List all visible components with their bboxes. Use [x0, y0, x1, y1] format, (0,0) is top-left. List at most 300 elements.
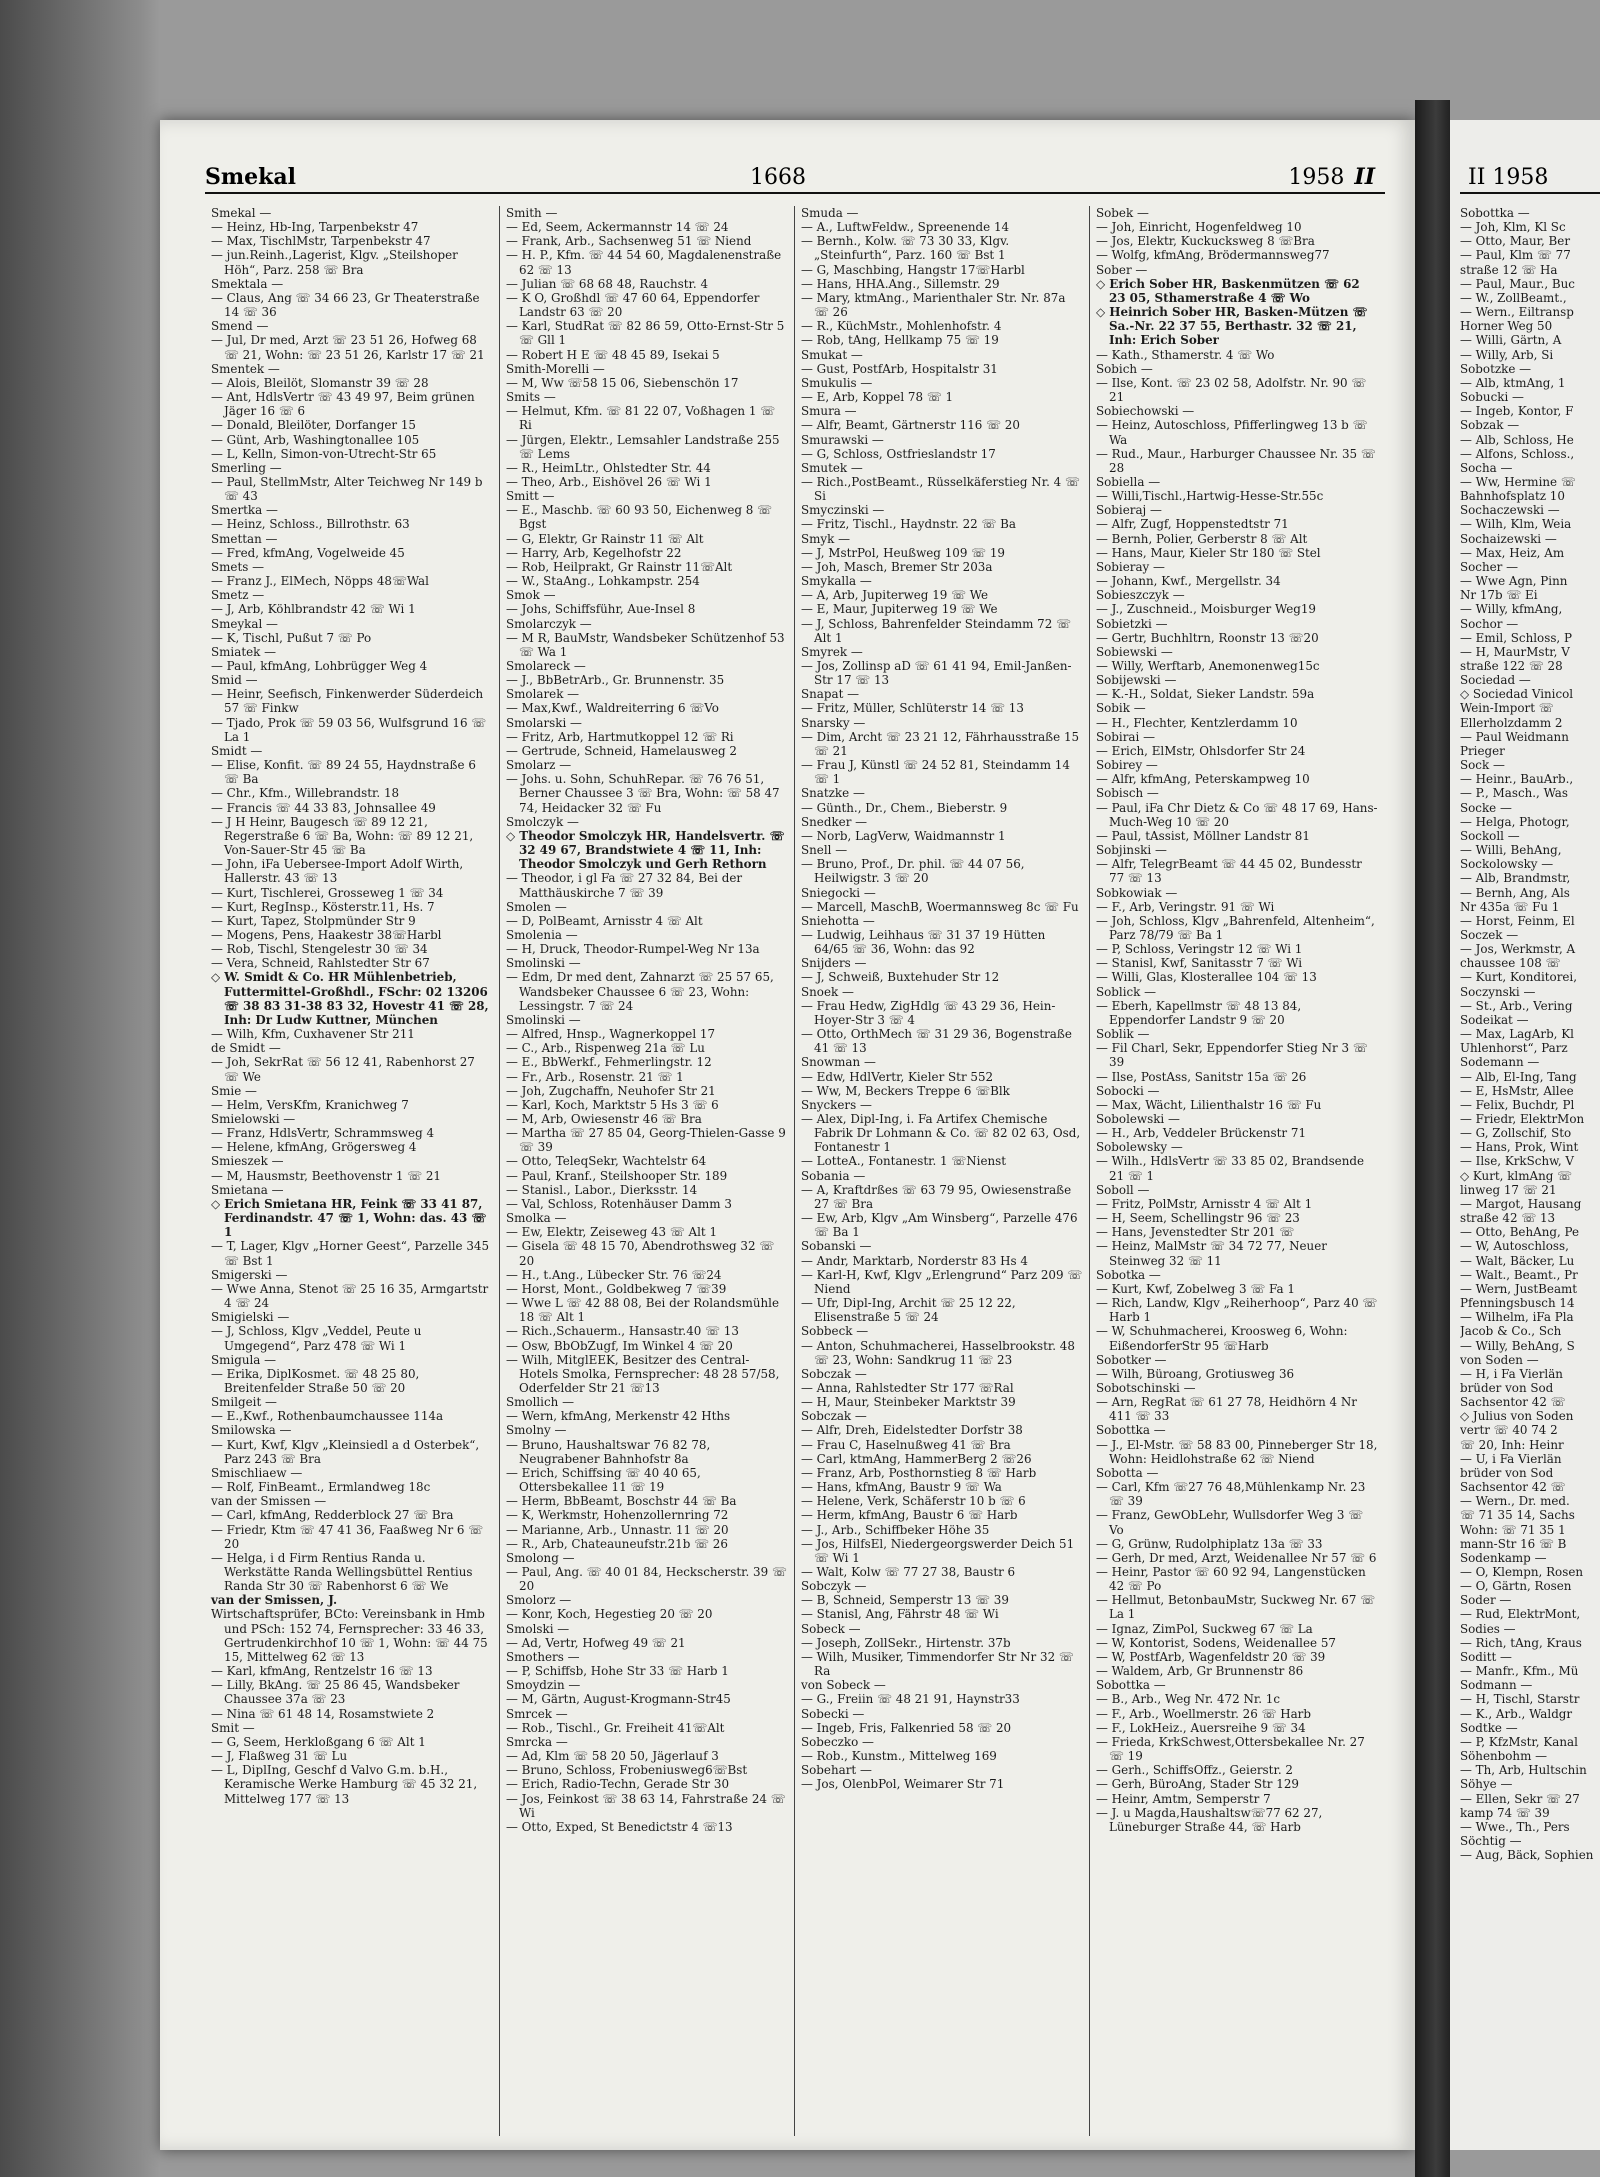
- listing-entry: — G, Elektr, Gr Rainstr 11 ☏ Alt: [506, 531, 704, 546]
- listing-entry: Smyk —: [801, 531, 851, 546]
- facing-listing-entry: — Helga, Photogr,: [1460, 814, 1570, 829]
- listing-entry: — J., Zuschneid., Moisburger Weg19: [1096, 602, 1316, 617]
- listing-entry: Smiatek —: [211, 644, 277, 659]
- listing-entry: — Joseph, ZollSekr., Hirtenstr. 37b: [801, 1635, 1011, 1650]
- listing-entry: — Alfr, TelegrBeamt ☏ 44 45 02, Bundesstr 77 ☏ 13: [1096, 857, 1362, 886]
- listing-entry: Snatzke —: [801, 786, 865, 801]
- listing-entry: — Theodor, i gl Fa ☏ 27 32 84, Bei der Matthäuskirche 7 ☏ 39: [506, 871, 743, 900]
- facing-listing-entry: Sockoll —: [1460, 828, 1520, 843]
- listing-entry: — J., BbBetrArb., Gr. Brunnenstr. 35: [506, 673, 725, 688]
- facing-listing-entry: Jacob & Co., Sch: [1460, 1324, 1562, 1339]
- facing-listing-entry: linweg 17 ☏ 21: [1460, 1182, 1557, 1197]
- listing-entry: — Edw, HdlVertr, Kieler Str 552: [801, 1069, 994, 1084]
- listing-entry: — Heinr, Amtm, Semperstr 7: [1096, 1791, 1271, 1806]
- listing-entry: — Elise, Konfit. ☏ 89 24 55, Haydnstraße 6 ☏ Ba: [211, 758, 476, 787]
- listing-entry: — Paul, StellmMstr, Alter Teichweg Nr 149 b ☏ 43: [211, 474, 483, 504]
- listing-entry: — Hans, Maur, Kieler Str 180 ☏ Stel: [1096, 545, 1321, 560]
- listing-entry: — Ingeb, Fris, Falkenried 58 ☏ 20: [801, 1720, 1012, 1735]
- listing-entry: — Ludwig, Leihhaus ☏ 31 37 19 Hütten 64/65 ☏ 36, Wohn: das 92: [801, 927, 1046, 957]
- listing-entry: — Frieda, KrkSchwest,Ottersbekallee Nr. 27 ☏ 19: [1096, 1734, 1365, 1764]
- listing-entry: — Wilh, MitglEEK, Besitzer des Central-Hotels Smolka, Fernsprecher: 48 28 57/58, Oderfelder Str 21 ☏13: [506, 1352, 780, 1395]
- listing-entry: Sobieszczyk —: [1096, 588, 1185, 603]
- facing-listing-entry: — G, Zollschif, Sto: [1460, 1126, 1572, 1141]
- listing-entry: — Paul, iFa Chr Dietz & Co ☏ 48 17 69, Hans-Much-Weg 10 ☏ 20: [1096, 800, 1378, 829]
- listing-entry: — Val, Schloss, Rotenhäuser Damm 3: [506, 1196, 732, 1211]
- listing-entry: — G, Seem, Herkloßgang 6 ☏ Alt 1: [211, 1734, 426, 1749]
- facing-listing-entry: — Ilse, KrkSchw, V: [1460, 1154, 1575, 1169]
- listing-entry: — Kurt, Tischlerei, Grosseweg 1 ☏ 34: [211, 885, 444, 900]
- listing-entry: — Kurt, Tapez, Stolpmünder Str 9: [211, 913, 416, 928]
- listing-entry: — K, Werkmstr, Hohenzollernring 72: [506, 1508, 729, 1523]
- listing-entry: — Jul, Dr med, Arzt ☏ 23 51 26, Hofweg 68 ☏ 21, Wohn: ☏ 23 51 26, Karlstr 17 ☏ 21: [211, 333, 485, 362]
- listing-entry: — Wwe Anna, Stenot ☏ 25 16 35, Armgartstr 4 ☏ 24: [211, 1281, 489, 1311]
- listing-entry: — Donald, Bleilöter, Dorfanger 15: [211, 418, 416, 433]
- facing-listing-entry: Horner Weg 50: [1460, 319, 1553, 334]
- listing-entry: — H, Maur, Steinbeker Marktstr 39: [801, 1395, 1016, 1410]
- listing-entry: — Anton, Schuhmacherei, Hasselbrookstr. 48 ☏ 23, Wohn: Sandkrug 11 ☏ 23: [801, 1338, 1075, 1367]
- listing-entry: — Ufr, Dipl-Ing, Archit ☏ 25 12 22, Elisenstraße 5 ☏ 24: [801, 1296, 1016, 1325]
- directory-page: [160, 120, 1415, 2150]
- facing-listing-entry: — Heinr., BauArb.,: [1460, 772, 1574, 787]
- facing-listing-entry: — W, Autoschloss,: [1460, 1239, 1569, 1254]
- listing-entry: — J, Schweiß, Buxtehuder Str 12: [801, 970, 1000, 985]
- listing-entry: Sobolewski —: [1096, 1112, 1180, 1126]
- listing-entry: Snell —: [801, 843, 848, 858]
- listing-entry: — Franz, Arb, Posthornstieg 8 ☏ Harb: [801, 1465, 1037, 1480]
- facing-listing-entry: Sachsentor 42 ☏: [1460, 1395, 1566, 1410]
- listing-entry: — Ad, Vertr, Hofweg 49 ☏ 21: [506, 1635, 686, 1650]
- listing-entry: — Fritz, Müller, Schlüterstr 14 ☏ 13: [801, 701, 1024, 716]
- facing-listing-entry: Soditt —: [1460, 1649, 1512, 1664]
- listing-entry: — E., BbWerkf., Fehmerlingstr. 12: [506, 1055, 712, 1070]
- facing-listing-entry: Sodenkamp —: [1460, 1550, 1547, 1565]
- listing-entry: Sober —: [1096, 262, 1148, 277]
- listing-entry: — Helmut, Kfm. ☏ 81 22 07, Voßhagen 1 ☏ Ri: [506, 404, 776, 433]
- listing-entry: — Max,Kwf., Waldreiterring 6 ☏Vo: [506, 701, 719, 716]
- listing-entry: Sobania —: [801, 1168, 866, 1183]
- listing-entry: ◇ Theodor Smolczyk HR, Handelsvertr. ☏ 32 49 67, Brandstwiete 4 ☏ 11, Inh: Theodor Smolczyk und Gerh Rethorn: [506, 828, 785, 872]
- listing-entry: — Rob., Tischl., Gr. Freiheit 41☏Alt: [506, 1720, 725, 1735]
- listing-entry: Sobeck —: [801, 1621, 861, 1636]
- listing-entry: — Günth., Dr., Chem., Bieberstr. 9: [801, 800, 1008, 815]
- listing-entry: — Karl, StudRat ☏ 82 86 59, Otto-Ernst-Str 5 ☏ Gll 1: [506, 319, 785, 348]
- listing-entry: — Max, TischlMstr, Tarpenbekstr 47: [211, 234, 431, 249]
- listing-entry: — Mogens, Pens, Haakestr 38☏Harbl: [211, 927, 442, 942]
- listing-entry: Sobkowiak —: [1096, 885, 1178, 900]
- facing-listing-entry: chaussee 108 ☏: [1460, 956, 1561, 971]
- listing-entry: Smrcka —: [506, 1734, 568, 1749]
- facing-listing-entry: — Paul Weidmann: [1460, 729, 1569, 744]
- facing-listing-entry: Wohn: ☏ 71 35 1: [1460, 1522, 1566, 1537]
- listing-entry: Smekal —: [211, 206, 272, 220]
- facing-listing-entry: — Alb, El-Ing, Tang: [1460, 1069, 1577, 1084]
- listing-entry: — Mary, ktmAng., Marienthaler Str. Nr. 87a ☏ 26: [801, 290, 1066, 320]
- listing-entry: — Hellmut, BetonbauMstr, Suckweg Nr. 67 ☏ La 1: [1096, 1593, 1376, 1622]
- listing-entry: Smilowska —: [211, 1423, 292, 1438]
- facing-listing-entry: Sobotzke —: [1460, 361, 1532, 376]
- listing-entry: — Joh, Schloss, Klgv „Bahrenfeld, Altenheim“, Parz 78/79 ☏ Ba 1: [1096, 913, 1375, 942]
- facing-listing-entry: Prieger: [1460, 743, 1505, 758]
- listing-entry: Smrcek —: [506, 1706, 568, 1721]
- facing-listing-entry: Sachsentor 42 ☏: [1460, 1480, 1566, 1495]
- listing-entry: Smolarczyk —: [506, 616, 592, 631]
- listing-entry: Smentek —: [211, 361, 280, 376]
- listing-entry: Smolski —: [506, 1621, 570, 1636]
- listing-entry: — Jos, HilfsEl, Niedergeorgswerder Deich 51 ☏ Wi 1: [801, 1536, 1075, 1565]
- listing-entry: Smolorz —: [506, 1593, 572, 1608]
- listing-entry: — J, Flaßweg 31 ☏ Lu: [211, 1749, 348, 1764]
- facing-listing-entry: brüder von Sod: [1460, 1465, 1554, 1480]
- listing-entry: Soblick —: [1096, 984, 1157, 999]
- listing-column-4: [1090, 206, 1385, 2136]
- listing-entry: — Erika, DiplKosmet. ☏ 48 25 80, Breitenfelder Straße 50 ☏ 20: [211, 1366, 420, 1395]
- listing-entry: Sobottka —: [1096, 1423, 1166, 1438]
- listing-entry: — Alfr, Dreh, Eidelstedter Dorfstr 38: [801, 1423, 1023, 1438]
- facing-listing-entry: Sochor —: [1460, 616, 1519, 631]
- listing-entry: — J, Schloss, Bahrenfelder Steindamm 72 ☏ Alt 1: [801, 616, 1071, 645]
- listing-entry: — Hans, HHA.Ang., Sillemstr. 29: [801, 276, 1000, 291]
- listing-entry: — Jos, OlenbPol, Weimarer Str 71: [801, 1777, 1005, 1792]
- facing-listing-entry: — Walt, Bäcker, Lu: [1460, 1253, 1575, 1268]
- facing-listing-entry: Pfenningsbusch 14: [1460, 1296, 1575, 1311]
- listing-entry: — J H Heinr, Baugesch ☏ 89 12 21, Regerstraße 6 ☏ Ba, Wohn: ☏ 89 12 21, Von-Sauer-Str 45 ☏ Ba: [211, 814, 474, 858]
- facing-listing-entry: — Wilh, Klm, Weia: [1460, 517, 1572, 532]
- listing-entry: Smid —: [211, 673, 258, 688]
- listing-entry: — Ew, Arb, Klgv „Am Winsberg“, Parzelle 476 ☏ Ba 1: [801, 1211, 1078, 1240]
- listing-entry: — Gisela ☏ 48 15 70, Abendrothsweg 32 ☏ 20: [506, 1239, 775, 1268]
- facing-listing-entry: — K., Arb., Waldgr: [1460, 1706, 1573, 1721]
- listing-entry: — E, Maur, Jupiterweg 19 ☏ We: [801, 602, 998, 617]
- listing-entry: Sobehart —: [801, 1763, 872, 1778]
- facing-listing-entry: — Bernh, Ang, Als: [1460, 885, 1570, 900]
- facing-listing-entry: Wein-Import ☏: [1460, 701, 1554, 716]
- listing-entry: — R., Arb, Chateauneufstr.21b ☏ 26: [506, 1536, 728, 1551]
- listing-entry: Wirtschaftsprüfer, BCto: Vereinsbank in Hmb und PSch: 152 74, Fernsprecher: 33 46 33, Gertrudenkirchhof 10 ☏ 1, Wohn: ☏ 44 75 15, Mittelweg 62 ☏ 13: [211, 1607, 488, 1664]
- listing-entry: Sobik —: [1096, 701, 1146, 716]
- listing-entry: — Otto, TeleqSekr, Wachtelstr 64: [506, 1154, 707, 1169]
- listing-entry: — Frau Hedw, ZigHdlg ☏ 43 29 36, Hein-Hoyer-Str 3 ☏ 4: [801, 998, 1056, 1027]
- facing-listing-entry: Sodtke —: [1460, 1720, 1518, 1735]
- listing-entry: Sobiechowski —: [1096, 404, 1195, 419]
- facing-listing-entry: — Margot, Hausang: [1460, 1196, 1582, 1211]
- facing-listing-entry: straße 42 ☏ 13: [1460, 1211, 1556, 1226]
- facing-listing-entry: Sochaczewski —: [1460, 503, 1560, 518]
- listing-entry: — Ilse, Kont. ☏ 23 02 58, Adolfstr. Nr. 90 ☏ 21: [1096, 375, 1367, 405]
- listing-entry: Sobich —: [1096, 361, 1153, 376]
- listing-entry: — H., Flechter, Kentzlerdamm 10: [1096, 715, 1298, 730]
- facing-listing-entry: — O, Gärtn, Rosen: [1460, 1579, 1572, 1594]
- listing-entry: ◇ Erich Sober HR, Baskenmützen ☏ 62 23 05, Sthamerstraße 4 ☏ Wo: [1096, 276, 1360, 305]
- listing-entry: — Claus, Ang ☏ 34 66 23, Gr Theaterstraße 14 ☏ 36: [211, 290, 480, 320]
- facing-listing-entry: Soczek —: [1460, 927, 1519, 942]
- listing-entry: — W, Kontorist, Sodens, Weidenallee 57: [1096, 1635, 1336, 1650]
- facing-listing-entry: ◇ Kurt, klmAng ☏: [1460, 1168, 1573, 1183]
- facing-listing-entry: vertr ☏ 40 74 2: [1460, 1423, 1558, 1438]
- listing-entry: Sobecki —: [801, 1706, 865, 1721]
- listing-entry: — Alex, Dipl-Ing, i. Fa Artifex Chemische Fabrik Dr Lohmann & Co. ☏ 82 02 63, Osd, Fontanestr 1: [801, 1112, 1081, 1155]
- listing-entry: — Fritz, Tischl., Haydnstr. 22 ☏ Ba: [801, 517, 1016, 532]
- listing-entry: — M, Arb, Owiesenstr 46 ☏ Bra: [506, 1112, 702, 1126]
- facing-listing-entry: — H, i Fa Vierlän: [1460, 1366, 1563, 1381]
- listing-entry: — Willi,Tischl.,Hartwig-Hesse-Str.55c: [1096, 489, 1324, 504]
- listing-entry: — F., Arb., Woellmerstr. 26 ☏ Harb: [1096, 1706, 1311, 1721]
- listing-entry: — G, Schloss, Ostfrieslandstr 17: [801, 446, 996, 461]
- facing-listing-entry: — Alb, ktmAng, 1: [1460, 375, 1566, 390]
- listing-entry: Smolareck —: [506, 659, 586, 673]
- listing-entry: — Stanisl, Kwf, Sanitasstr 7 ☏ Wi: [1096, 956, 1303, 971]
- facing-listing-entry: straße 122 ☏ 28: [1460, 659, 1563, 673]
- header-surname: Smekal: [205, 164, 297, 190]
- facing-listing-entry: — Ellen, Sekr ☏ 27: [1460, 1791, 1580, 1806]
- facing-page-header: [1460, 158, 1600, 194]
- listing-entry: — Fred, kfmAng, Vogelweide 45: [211, 545, 405, 560]
- facing-listing-entry: Sock —: [1460, 758, 1505, 773]
- facing-listing-entry: ◇ Julius von Soden: [1460, 1409, 1574, 1424]
- listing-entry: — Ew, Elektr, Zeiseweg 43 ☏ Alt 1: [506, 1225, 718, 1240]
- listing-entry: Smok —: [506, 588, 556, 603]
- listing-entry: ◇ W. Smidt & Co. HR Mühlenbetrieb, Futtermittel-Großhdl., FSchr: 02 13206 ☏ 38 83 31-38 83 32, Hovestr 41 ☏ 28, Inh: Dr Ludw Kuttner, München: [211, 970, 489, 1027]
- listing-entry: — Heinr, Seefisch, Finkenwerder Süderdeich 57 ☏ Finkw: [211, 687, 484, 716]
- listing-entry: — Bruno, Schloss, Frobeniusweg6☏Bst: [506, 1763, 748, 1778]
- listing-entry: Sobijewski —: [1096, 673, 1177, 688]
- listing-entry: — Gerh, BüroAng, Stader Str 129: [1096, 1777, 1299, 1792]
- listing-entry: — Helene, kfmAng, Grögersweg 4: [211, 1140, 417, 1155]
- listing-entry: Sniegocki —: [801, 885, 876, 900]
- listing-entry: — J. u Magda,Haushaltsw☏77 62 27, Lüneburger Straße 44, ☏ Harb: [1096, 1805, 1323, 1834]
- listing-entry: — Jos, Zollinsp aD ☏ 61 41 94, Emil-Janßen-Str 17 ☏ 13: [801, 659, 1072, 688]
- listing-entry: — Kurt, Kwf, Zobelweg 3 ☏ Fa 1: [1096, 1281, 1295, 1296]
- listing-entry: — Frau C, Haselnußweg 41 ☏ Bra: [801, 1437, 1011, 1452]
- listing-entry: — Kurt, RegInsp., Kösterstr.11, Hs. 7: [211, 899, 435, 914]
- facing-listing-entry: — Wwe., Th., Pers: [1460, 1819, 1570, 1834]
- facing-listing-entry: — Willi, Gärtn, A: [1460, 333, 1562, 348]
- listing-entry: Smolen —: [506, 899, 567, 914]
- listing-entry: — H. P., Kfm. ☏ 44 54 60, Magdalenenstraße 62 ☏ 13: [506, 248, 782, 277]
- listing-entry: — L, Kelln, Simon-von-Utrecht-Str 65: [211, 446, 437, 461]
- listing-entry: Smura —: [801, 404, 857, 419]
- listing-entry: Smolong —: [506, 1550, 575, 1565]
- listing-entry: — Vera, Schneid, Rahlstedter Str 67: [211, 956, 430, 971]
- listing-entry: Smetz —: [211, 588, 265, 603]
- facing-listing-entry: — O, Klempn, Rosen: [1460, 1565, 1584, 1579]
- facing-listing-entry: — E, HsMstr, Allee: [1460, 1083, 1574, 1098]
- facing-listing-entry: — Felix, Buchdr, Pl: [1460, 1097, 1575, 1112]
- listing-entry: — M R, BauMstr, Wandsbeker Schützenhof 53 ☏ Wa 1: [506, 630, 785, 659]
- listing-entry: — Ilse, PostAss, Sanitstr 15a ☏ 26: [1096, 1069, 1307, 1084]
- listing-entry: Sobottka —: [1096, 1678, 1166, 1693]
- facing-listing-entry: Ellerholzdamm 2: [1460, 715, 1563, 730]
- facing-listing-entry: — Ingeb, Kontor, F: [1460, 404, 1574, 419]
- listing-entry: — Carl, ktmAng, HammerBerg 2 ☏26: [801, 1451, 1032, 1466]
- listing-entry: Smidt —: [211, 743, 263, 758]
- facing-listing-entry: — Willi, BehAng,: [1460, 843, 1562, 858]
- listing-entry: — Franz, HdlsVertr, Schrammsweg 4: [211, 1126, 435, 1141]
- listing-entry: Snedker —: [801, 814, 868, 829]
- facing-listing-entry: — Aug, Bäck, Sophien: [1460, 1848, 1594, 1863]
- listing-entry: — Helene, Verk, Schäferstr 10 b ☏ 6: [801, 1494, 1026, 1509]
- listing-entry: Sobek —: [1096, 206, 1149, 220]
- listing-entry: — L, DiplIng, Geschf d Valvo G.m. b.H., Keramische Werke Hamburg ☏ 45 32 21, Mittelweg 177 ☏ 13: [211, 1763, 478, 1806]
- facing-listing-entry: Socher —: [1460, 559, 1519, 574]
- listing-entry: — Willi, Glas, Klosterallee 104 ☏ 13: [1096, 970, 1317, 985]
- facing-listing-entry: — Manfr., Kfm., Mü: [1460, 1664, 1579, 1679]
- listing-entry: — Johs. u. Sohn, SchuhRepar. ☏ 76 76 51, Berner Chaussee 3 ☏ Bra, Wohn: ☏ 58 47 74, Heidacker 32 ☏ Fu: [506, 772, 780, 815]
- listing-entry: — H., t.Ang., Lübecker Str. 76 ☏24: [506, 1267, 722, 1282]
- listing-entry: — Carl, kfmAng, Redderblock 27 ☏ Bra: [211, 1508, 454, 1523]
- facing-listing-entry: Soder —: [1460, 1593, 1512, 1608]
- facing-listing-entry: — Otto, Maur, Ber: [1460, 234, 1571, 249]
- listing-entry: Sobieraj —: [1096, 503, 1162, 518]
- listing-entry: Sobanski —: [801, 1239, 872, 1254]
- listing-entry: van der Smissen, J.: [211, 1593, 338, 1608]
- facing-listing-entry: Sodeikat —: [1460, 1012, 1529, 1027]
- listing-entry: — M, Hausmstr, Beethovenstr 1 ☏ 21: [211, 1168, 442, 1183]
- header-year: 1958: [1288, 165, 1345, 190]
- facing-listing-entry: ☏ 71 35 14, Sachs: [1460, 1508, 1575, 1523]
- listing-entry: — Herm, BbBeamt, Boschstr 44 ☏ Ba: [506, 1494, 737, 1509]
- listing-entry: Smurawski —: [801, 432, 884, 447]
- listing-entry: — E.,Kwf., Rothenbaumchaussee 114a: [211, 1409, 444, 1424]
- listing-entry: Smukat —: [801, 347, 863, 362]
- listing-entry: — T, Lager, Klgv „Horner Geest“, Parzelle 345 ☏ Bst 1: [211, 1239, 490, 1268]
- listing-entry: — M, Ww ☏58 15 06, Siebenschön 17: [506, 375, 739, 390]
- listing-entry: — Johann, Kwf., Mergellstr. 34: [1096, 574, 1281, 589]
- listing-entry: — Konr, Koch, Hegestieg 20 ☏ 20: [506, 1607, 713, 1622]
- listing-entry: — Rob, tAng, Hellkamp 75 ☏ 19: [801, 333, 999, 348]
- listing-entry: — Waldem, Arb, Gr Brunnenstr 86: [1096, 1664, 1304, 1679]
- listing-entry: — Andr, Marktarb, Norderstr 83 Hs 4: [801, 1253, 1028, 1268]
- listing-entry: Sobeczko —: [801, 1734, 874, 1749]
- listing-entry: Snapat —: [801, 687, 860, 702]
- listing-entry: Smolinski —: [506, 956, 581, 971]
- listing-entry: Smith —: [506, 206, 558, 220]
- listing-entry: Smolenia —: [506, 927, 578, 942]
- listing-entry: — Bernh., Kolw. ☏ 73 30 33, Klgv. „Steinfurth“, Parz. 160 ☏ Bst 1: [801, 234, 1010, 263]
- page-number: 1668: [750, 165, 806, 190]
- facing-listing-entry: Söhenbohm —: [1460, 1749, 1548, 1764]
- listing-entry: — G., Freiin ☏ 48 21 91, Haynstr33: [801, 1692, 1020, 1707]
- facing-listing-entry: von Soden —: [1460, 1352, 1539, 1367]
- facing-listing-entry: — Paul, Klm ☏ 77: [1460, 248, 1571, 263]
- listing-entry: — Bernh, Polier, Gerberstr 8 ☏ Alt: [1096, 531, 1308, 546]
- facing-listing-entry: — Alb, Schloss, He: [1460, 432, 1574, 447]
- listing-entry: Smolka —: [506, 1211, 567, 1226]
- facing-listing-entry: — Alfons, Schloss.,: [1460, 446, 1575, 461]
- listing-entry: Sobietzki —: [1096, 616, 1168, 631]
- listing-entry: Smertka —: [211, 503, 278, 518]
- listing-entry: — Erich, Schiffsing ☏ 40 40 65, Ottersbekallee 11 ☏ 19: [506, 1465, 701, 1495]
- facing-listing-entry: — Wern., Dr. med.: [1460, 1494, 1570, 1509]
- listing-entry: — Erich, Radio-Techn, Gerade Str 30: [506, 1777, 730, 1792]
- listing-entry: — Rolf, FinBeamt., Ermlandweg 18c: [211, 1480, 431, 1495]
- listing-entry: — Gust, PostfArb, Hospitalstr 31: [801, 361, 998, 376]
- listing-entry: Smutek —: [801, 460, 863, 475]
- listing-entry: — Stanisl., Labor., Dierksstr. 14: [506, 1182, 698, 1197]
- listing-entry: — Bruno, Haushaltswar 76 82 78, Neugrabener Bahnhofstr 8a: [506, 1437, 711, 1466]
- listing-entry: — Gertrude, Schneid, Hamelausweg 2: [506, 743, 737, 758]
- listing-entry: Soblik —: [1096, 1027, 1150, 1042]
- facing-listing-entry: — Rud, ElektrMont,: [1460, 1607, 1581, 1622]
- listing-entry: Smie —: [211, 1083, 257, 1098]
- listing-entry: — Wilh, Musiker, Timmendorfer Str Nr 32 ☏ Ra: [801, 1649, 1074, 1679]
- listing-entry: — P, Schiffsb, Hohe Str 33 ☏ Harb 1: [506, 1664, 729, 1679]
- listing-entry: — Arn, RegRat ☏ 61 27 78, Heidhörn 4 Nr 411 ☏ 33: [1096, 1395, 1357, 1424]
- listing-entry: Smitt —: [506, 489, 555, 504]
- listing-entry: — F., LokHeiz., Auersreihe 9 ☏ 34: [1096, 1720, 1306, 1735]
- listing-entry: — Günt, Arb, Washingtonallee 105: [211, 432, 420, 447]
- facing-listing-entry: — Jos, Werkmstr, A: [1460, 942, 1576, 957]
- facing-listing-entry: ◇ Sociedad Vinicol: [1460, 687, 1574, 702]
- listing-entry: — H, Druck, Theodor-Rumpel-Weg Nr 13a: [506, 942, 760, 957]
- listing-entry: — Wern, kfmAng, Merkenstr 42 Hths: [506, 1409, 731, 1424]
- listing-entry: — J, MstrPol, Heußweg 109 ☏ 19: [801, 545, 1005, 560]
- listing-entry: — Otto, Exped, St Benedictstr 4 ☏13: [506, 1819, 733, 1834]
- facing-listing-entry: Nr 17b ☏ Ei: [1460, 588, 1538, 603]
- listing-entry: — Friedr, Ktm ☏ 47 41 36, Faaßweg Nr 6 ☏ 20: [211, 1522, 484, 1551]
- listing-entry: — Wilh, Kfm, Cuxhavener Str 211: [211, 1027, 415, 1042]
- listing-entry: — Tjado, Prok ☏ 59 03 56, Wulfsgrund 16 ☏ La 1: [211, 715, 487, 744]
- facing-listing-entry: Socke —: [1460, 800, 1512, 815]
- facing-listing-entry: — P., Masch., Was: [1460, 786, 1569, 801]
- listing-entry: Snyckers —: [801, 1097, 872, 1112]
- listing-entry: Smolny —: [506, 1423, 567, 1438]
- listing-entry: — Harry, Arb, Kegelhofstr 22: [506, 545, 682, 560]
- listing-entry: — P, Schloss, Veringstr 12 ☏ Wi 1: [1096, 942, 1303, 957]
- listing-entry: — Heinz, Autoschloss, Pfifferlingweg 13 b ☏ Wa: [1096, 418, 1368, 447]
- listing-entry: — R., HeimLtr., Ohlstedter Str. 44: [506, 460, 711, 475]
- listing-entry: — Otto, OrthMech ☏ 31 29 36, Bogenstraße 41 ☏ 13: [801, 1027, 1072, 1056]
- listing-entry: — J, Arb, Köhlbrandstr 42 ☏ Wi 1: [211, 602, 416, 617]
- listing-entry: Smektala —: [211, 276, 284, 291]
- listing-entry: Smielowski —: [211, 1112, 296, 1126]
- listing-entry: — Eberh, Kapellmstr ☏ 48 13 84, Eppendorfer Landstr 9 ☏ 20: [1096, 998, 1302, 1027]
- listing-entry: Smits —: [506, 390, 556, 405]
- facing-listing-entry: — Alb, Brandmstr,: [1460, 871, 1571, 886]
- listing-entry: — Heinz, Hb-Ing, Tarpenbekstr 47: [211, 220, 419, 235]
- facing-listing-entry: Socha —: [1460, 460, 1513, 475]
- listing-entry: — Heinr, Pastor ☏ 60 92 94, Langenstücken 42 ☏ Po: [1096, 1565, 1366, 1594]
- facing-listing-entry: — Rich, tAng, Kraus: [1460, 1635, 1582, 1650]
- listing-entry: — J., Arb., Schiffbeker Höhe 35: [801, 1522, 990, 1537]
- listing-entry: Smukulis —: [801, 375, 873, 390]
- listing-entry: Sobirai —: [1096, 729, 1155, 744]
- listing-entry: — A, Kraftdrßes ☏ 63 79 95, Owiesenstraße 27 ☏ Bra: [801, 1182, 1072, 1211]
- listing-entry: — Frau J, Künstl ☏ 24 52 81, Steindamm 14 ☏ 1: [801, 758, 1070, 787]
- listing-entry: Smeykal —: [211, 616, 278, 631]
- listing-entry: — Alfred, Hnsp., Wagnerkoppel 17: [506, 1027, 716, 1042]
- listing-entry: ◇ Erich Smietana HR, Feink ☏ 33 41 87, Ferdinandstr. 47 ☏ 1, Wohn: das. 43 ☏ 1: [211, 1196, 487, 1240]
- listing-entry: Smolarz —: [506, 758, 572, 773]
- listing-entry: — Ant, HdlsVertr ☏ 43 49 97, Beim grünen Jäger 16 ☏ 6: [211, 390, 475, 419]
- listing-entry: Sobotka —: [1096, 1267, 1161, 1282]
- listing-entry: — D, PolBeamt, Arnisstr 4 ☏ Alt: [506, 913, 703, 928]
- facing-listing-entry: Bahnhofsplatz 10: [1460, 489, 1565, 504]
- listing-entry: Sobotta —: [1096, 1465, 1159, 1480]
- listing-entry: — Hans, Jevenstedter Str 201 ☏: [1096, 1225, 1295, 1240]
- listing-entry: — Fritz, Arb, Hartmutkoppel 12 ☏ Ri: [506, 729, 734, 744]
- facing-listing-entry: — Ww, Hermine ☏: [1460, 474, 1576, 489]
- listing-entry: — Walt, Kolw ☏ 77 27 38, Baustr 6: [801, 1565, 1016, 1579]
- facing-listing-entry: Sobzak —: [1460, 418, 1520, 433]
- listing-entry: Sobieray —: [1096, 559, 1165, 574]
- facing-listing-entry: kamp 74 ☏ 39: [1460, 1805, 1550, 1820]
- facing-listing-column: [1460, 206, 1600, 2136]
- listing-entry: — Dim, Archt ☏ 23 21 12, Fährhausstraße 15 ☏ 21: [801, 729, 1080, 758]
- facing-listing-entry: — Horst, Feinm, El: [1460, 913, 1575, 928]
- facing-listing-entry: — Max, Heiz, Am: [1460, 545, 1565, 560]
- facing-listing-entry: Nr 435a ☏ Fu 1: [1460, 899, 1560, 914]
- listing-entry: — Paul, kfmAng, Lohbrügger Weg 4: [211, 659, 428, 673]
